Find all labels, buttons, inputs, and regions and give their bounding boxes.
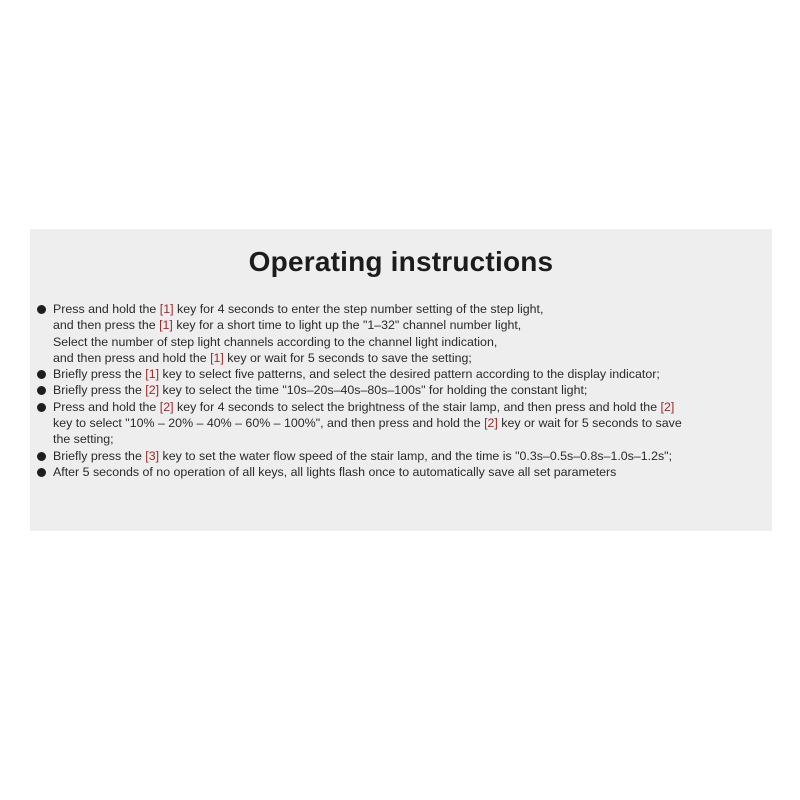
instruction-text bbox=[53, 383, 587, 397]
instruction-text bbox=[53, 302, 543, 365]
instruction-segment: Press and hold the bbox=[53, 399, 160, 414]
key-label: [1] bbox=[210, 350, 224, 365]
instruction-text bbox=[53, 367, 660, 381]
instruction-segment: key for 4 seconds to select the brightness of the stair lamp, and then press and hold the bbox=[173, 399, 661, 414]
instruction-segment: After 5 seconds of no operation of all keys, all lights flash once to automatically save all set parameters bbox=[53, 464, 617, 479]
instruction-item bbox=[36, 399, 768, 448]
instruction-segment: Briefly press the bbox=[53, 448, 146, 463]
instruction-segment: the setting; bbox=[53, 432, 114, 447]
key-label: [3] bbox=[145, 448, 160, 463]
key-label: [1] bbox=[159, 318, 173, 333]
instruction-item bbox=[36, 382, 768, 398]
instruction-segment: key to select five patterns, and select the desired pattern according to the display indicator; bbox=[159, 367, 660, 382]
bullet-icon bbox=[37, 386, 46, 395]
instruction-segment: key for a short time to light up the "1–32" channel number light, bbox=[172, 318, 522, 333]
instruction-segment: key or wait for 5 seconds to save the setting; bbox=[223, 350, 472, 365]
key-label: [2] bbox=[145, 383, 160, 398]
key-label: [1] bbox=[159, 302, 174, 316]
instruction-item bbox=[36, 366, 768, 382]
key-label: [1] bbox=[145, 367, 160, 382]
page-title: Operating instructions bbox=[248, 246, 554, 277]
instruction-item bbox=[36, 301, 768, 366]
instruction-segment: key to select "10% – 20% – 40% – 60% – 100%", and then press and hold the bbox=[53, 416, 485, 431]
key-label: [2] bbox=[660, 399, 675, 414]
instruction-segment: Select the number of step light channels according to the channel light indication, bbox=[53, 334, 498, 349]
instructions-panel bbox=[30, 229, 772, 531]
instruction-segment: Press and hold the bbox=[53, 302, 160, 316]
instruction-item bbox=[36, 448, 768, 464]
key-label: [2] bbox=[484, 416, 498, 431]
instruction-item bbox=[36, 464, 768, 480]
instruction-segment: and then press and hold the bbox=[53, 350, 211, 365]
instruction-segment: key for 4 seconds to enter the step number setting of the step light, bbox=[173, 302, 544, 316]
instruction-list bbox=[36, 301, 768, 480]
bullet-icon bbox=[37, 468, 46, 477]
instruction-text bbox=[53, 400, 682, 447]
instruction-segment: key to set the water flow speed of the stair lamp, and the time is "0.3s–0.5s–0.8s–1.0s–1.2s"; bbox=[159, 448, 673, 463]
instruction-segment: Briefly press the bbox=[53, 367, 146, 382]
instruction-segment: and then press the bbox=[53, 318, 160, 333]
instruction-segment: key to select the time "10s–20s–40s–80s–100s" for holding the constant light; bbox=[159, 383, 588, 398]
instruction-segment: Briefly press the bbox=[53, 383, 146, 398]
instruction-segment: key or wait for 5 seconds to save bbox=[497, 416, 682, 431]
bullet-icon bbox=[37, 370, 46, 379]
instruction-text bbox=[53, 449, 672, 463]
bullet-icon bbox=[37, 403, 46, 412]
instruction-text bbox=[53, 465, 616, 479]
bullet-icon bbox=[37, 305, 46, 314]
bullet-icon bbox=[37, 452, 46, 461]
key-label: [2] bbox=[159, 399, 174, 414]
